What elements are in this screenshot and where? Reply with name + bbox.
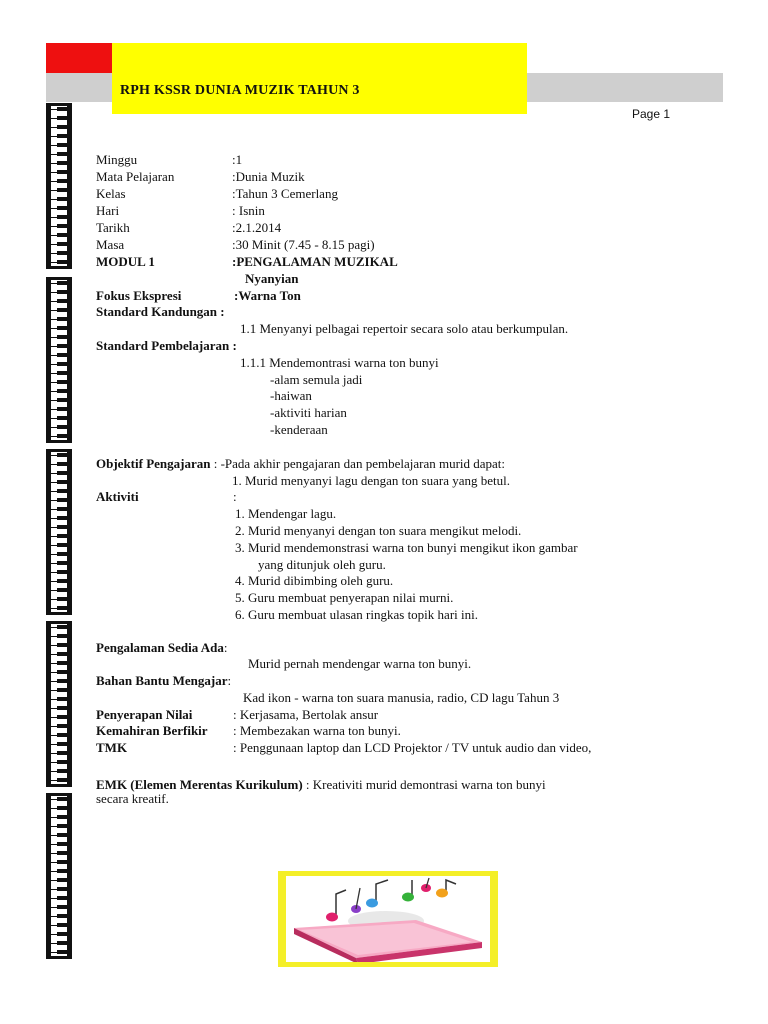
piano-black-key <box>57 134 67 138</box>
piano-black-key <box>57 842 67 846</box>
piano-black-key <box>57 281 67 285</box>
piano-black-key <box>57 107 67 111</box>
piano-black-key <box>57 143 67 147</box>
piano-black-key <box>57 317 67 321</box>
piano-black-key <box>57 697 67 701</box>
piano-border-segment-4 <box>46 621 72 787</box>
piano-black-key <box>57 335 67 339</box>
info-value-kelas: :Tahun 3 Cemerlang <box>232 186 338 201</box>
objektif-value: -Pada akhir pengajaran dan pembelajaran murid dapat: <box>220 456 506 471</box>
standard-pembelajaran-value: 1.1.1 Mendemontrasi warna ton bunyi <box>240 355 439 370</box>
piano-black-key <box>57 688 67 692</box>
aktiviti-item-2: 2. Murid menyanyi dengan ton suara mengikut melodi. <box>235 523 522 538</box>
piano-black-key <box>57 661 67 665</box>
piano-black-key <box>57 923 67 927</box>
piano-keys <box>46 793 72 959</box>
piano-black-key <box>57 588 67 592</box>
piano-black-key <box>57 706 67 710</box>
piano-black-key <box>57 670 67 674</box>
aktiviti-item-5: 5. Guru membuat penyerapan nilai murni. <box>235 590 454 605</box>
info-label-hari: Hari <box>96 203 120 218</box>
pengalaman-colon: : <box>223 640 228 655</box>
piano-black-key <box>57 597 67 601</box>
piano-black-key <box>57 679 67 683</box>
info-label-tarikh: Tarikh <box>96 220 130 235</box>
piano-black-key <box>57 833 67 837</box>
info-value-tarikh: :2.1.2014 <box>232 220 282 235</box>
fokus-value: :Warna Ton <box>234 288 301 303</box>
standard-pembelajaran-label: Standard Pembelajaran : <box>96 338 237 353</box>
standard-kandungan-label: Standard Kandungan : <box>96 304 225 319</box>
aktiviti-item-3: 3. Murid mendemonstrasi warna ton bunyi mengikut ikon gambar <box>235 540 578 555</box>
piano-black-key <box>57 125 67 129</box>
piano-black-key <box>57 570 67 574</box>
piano-black-key <box>57 652 67 656</box>
piano-black-key <box>57 290 67 294</box>
piano-black-key <box>57 851 67 855</box>
piano-black-key <box>57 543 67 547</box>
piano-keys <box>46 621 72 787</box>
piano-border-segment-5 <box>46 793 72 959</box>
piano-black-key <box>57 206 67 210</box>
piano-black-key <box>57 215 67 219</box>
piano-black-key <box>57 932 67 936</box>
info-value-mata-pelajaran: :Dunia Muzik <box>232 169 305 184</box>
piano-black-key <box>57 299 67 303</box>
piano-black-key <box>57 941 67 945</box>
pengalaman-value: Murid pernah mendengar warna ton bunyi. <box>248 656 472 671</box>
bahan-value: Kad ikon - warna ton suara manusia, radio, CD lagu Tahun 3 <box>243 690 560 705</box>
document-title: RPH KSSR DUNIA MUZIK TAHUN 3 <box>120 83 360 98</box>
book-music-icon <box>286 876 490 962</box>
piano-black-key <box>57 344 67 348</box>
piano-black-key <box>57 152 67 156</box>
aktiviti-colon: : <box>233 489 237 504</box>
piano-black-key <box>57 634 67 638</box>
piano-black-key <box>57 434 67 438</box>
piano-keys <box>46 277 72 443</box>
piano-black-key <box>57 914 67 918</box>
piano-black-key <box>57 516 67 520</box>
sp-item-3: -aktiviti harian <box>270 405 347 420</box>
piano-black-key <box>57 233 67 237</box>
piano-black-key <box>57 896 67 900</box>
piano-black-key <box>57 905 67 909</box>
modul-value: :PENGALAMAN MUZIKAL <box>232 254 398 269</box>
piano-black-key <box>57 806 67 810</box>
piano-black-key <box>57 769 67 773</box>
aktiviti-item-3-cont: yang ditunjuk oleh guru. <box>258 557 386 572</box>
piano-black-key <box>57 242 67 246</box>
piano-black-key <box>57 887 67 891</box>
piano-black-key <box>57 179 67 183</box>
piano-black-key <box>57 742 67 746</box>
piano-black-key <box>57 362 67 366</box>
emk-value-cont: secara kreatif. <box>96 791 169 806</box>
piano-black-key <box>57 498 67 502</box>
piano-black-key <box>57 625 67 629</box>
piano-black-key <box>57 462 67 466</box>
info-label-masa: Masa <box>96 237 125 252</box>
piano-black-key <box>57 643 67 647</box>
aktiviti-item-4: 4. Murid dibimbing oleh guru. <box>235 573 394 588</box>
piano-black-key <box>57 561 67 565</box>
piano-black-key <box>57 353 67 357</box>
piano-black-key <box>57 824 67 828</box>
piano-black-key <box>57 398 67 402</box>
piano-black-key <box>57 425 67 429</box>
sp-item-1: -alam semula jadi <box>270 372 363 387</box>
sp-item-4: -kenderaan <box>270 422 328 437</box>
piano-black-key <box>57 733 67 737</box>
page-number: Page 1 <box>632 107 671 121</box>
piano-black-key <box>57 188 67 192</box>
piano-black-key <box>57 116 67 120</box>
piano-black-key <box>57 878 67 882</box>
piano-keys <box>46 103 72 269</box>
piano-black-key <box>57 815 67 819</box>
tmk-value: : Penggunaan laptop dan LCD Projektor / TV untuk audio dan video, <box>233 740 592 755</box>
piano-black-key <box>57 416 67 420</box>
info-label-kelas: Kelas <box>96 186 126 201</box>
piano-black-key <box>57 197 67 201</box>
piano-black-key <box>57 380 67 384</box>
standard-kandungan-value: 1.1 Menyanyi pelbagai repertoir secara solo atau berkumpulan. <box>240 321 569 336</box>
piano-black-key <box>57 751 67 755</box>
bahan-line <box>96 673 231 689</box>
bahan-label: Bahan Bantu Mengajar <box>96 673 228 688</box>
modul-label: MODUL 1 <box>96 254 155 269</box>
piano-black-key <box>57 471 67 475</box>
nilai-value: : Kerjasama, Bertolak ansur <box>233 707 379 722</box>
emk-value: : Kreativiti murid demontrasi warna ton bunyi <box>302 777 546 792</box>
piano-black-key <box>57 170 67 174</box>
piano-black-key <box>57 869 67 873</box>
piano-black-key <box>57 950 67 954</box>
info-value-masa: :30 Minit (7.45 - 8.15 pagi) <box>232 237 375 252</box>
piano-black-key <box>57 260 67 264</box>
aktiviti-item-1: 1. Mendengar lagu. <box>235 506 337 521</box>
bahan-colon: : <box>227 673 232 688</box>
piano-black-key <box>57 224 67 228</box>
piano-black-key <box>57 251 67 255</box>
piano-black-key <box>57 760 67 764</box>
piano-black-key <box>57 453 67 457</box>
piano-black-key <box>57 552 67 556</box>
piano-black-key <box>57 407 67 411</box>
piano-black-key <box>57 389 67 393</box>
tmk-label: TMK <box>96 740 128 755</box>
piano-black-key <box>57 308 67 312</box>
piano-border-segment-1 <box>46 103 72 269</box>
emk-label: EMK (Elemen Merentas Kurikulum) <box>96 777 303 792</box>
objektif-colon: : <box>210 456 221 471</box>
modul-sub: Nyanyian <box>245 271 299 286</box>
piano-black-key <box>57 579 67 583</box>
piano-keys <box>46 449 72 615</box>
piano-black-key <box>57 724 67 728</box>
fokus-label: Fokus Ekspresi <box>96 288 182 303</box>
info-label-mata-pelajaran: Mata Pelajaran <box>96 169 175 184</box>
piano-border-segment-2 <box>46 277 72 443</box>
berfikir-label: Kemahiran Berfikir <box>96 723 208 738</box>
piano-black-key <box>57 715 67 719</box>
piano-black-key <box>57 606 67 610</box>
piano-black-key <box>57 489 67 493</box>
info-value-minggu: :1 <box>232 152 243 167</box>
piano-black-key <box>57 534 67 538</box>
illustration-book-music-notes <box>286 876 490 962</box>
illustration-frame <box>278 871 498 967</box>
objektif-line <box>96 456 505 472</box>
berfikir-value: : Membezakan warna ton bunyi. <box>233 723 401 738</box>
objektif-label: Objektif Pengajaran <box>96 456 211 471</box>
nilai-label: Penyerapan Nilai <box>96 707 193 722</box>
piano-black-key <box>57 797 67 801</box>
sp-item-2: -haiwan <box>270 388 312 403</box>
pengalaman-label: Pengalaman Sedia Ada <box>96 640 224 655</box>
piano-black-key <box>57 371 67 375</box>
piano-black-key <box>57 860 67 864</box>
objektif-item: 1. Murid menyanyi lagu dengan ton suara yang betul. <box>232 473 510 488</box>
info-value-hari: : Isnin <box>232 203 265 218</box>
aktiviti-label: Aktiviti <box>96 489 139 504</box>
piano-black-key <box>57 480 67 484</box>
piano-black-key <box>57 778 67 782</box>
pengalaman-line <box>96 640 227 656</box>
piano-black-key <box>57 326 67 330</box>
aktiviti-item-6: 6. Guru membuat ulasan ringkas topik hari ini. <box>235 607 478 622</box>
piano-border-segment-3 <box>46 449 72 615</box>
header-yellow-block <box>112 43 527 114</box>
piano-black-key <box>57 161 67 165</box>
info-label-minggu: Minggu <box>96 152 138 167</box>
piano-black-key <box>57 507 67 511</box>
piano-black-key <box>57 525 67 529</box>
